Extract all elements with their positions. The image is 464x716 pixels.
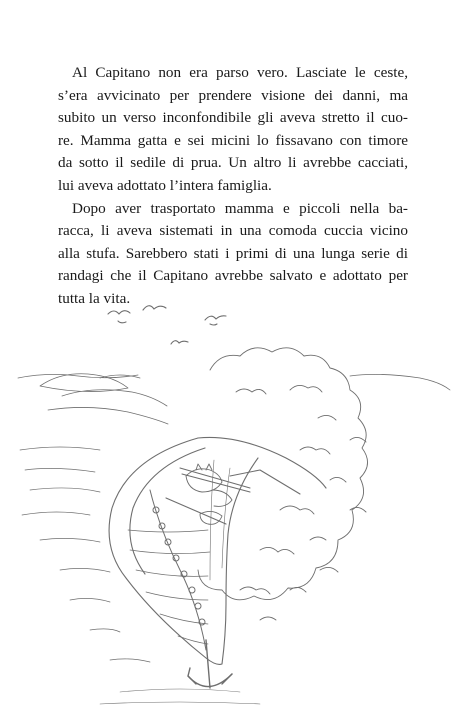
paragraph-2 [58,198,408,311]
seagull-icon [171,341,188,344]
text-line: Al Capitano non era parso vero. Lasciate le ceste, [72,64,408,81]
text-line: tutta la vita. [58,289,131,307]
text-line: racca, li aveva sistemati in una comoda cuccia vicino [58,222,408,240]
text-line: lui aveva adottato l’intera famiglia. [58,176,272,194]
rowboat [109,437,326,664]
text-line: Dopo aver trasportato mamma e piccoli nella ba- [72,199,408,217]
paragraph-1 [58,62,408,198]
grass-strokes [20,447,150,662]
text-line: randagi che il Capitano avrebbe salvato e adottato per [58,267,408,285]
ground [100,689,260,704]
anchor-icon [188,640,232,688]
text-line: subito un verso inconfondibile gli aveva stretto il cuo- [58,109,408,127]
seagull-icon [205,316,226,325]
text-line: re. Mamma gatta e sei micini lo fissavano con timore [58,131,408,149]
seagull-icon [143,306,166,310]
seagull-icon [108,311,130,323]
body-text [58,62,408,311]
text-line: da sotto il sedile di prua. Un altro li avrebbe cacciati, [58,154,408,172]
text-line: s’era avvicinato per prendere visione dei danni, ma [58,86,408,104]
text-line: alla stufa. Sarebbero stati i primi di una lunga serie di [58,244,408,262]
shoreline [18,374,450,424]
boat-illustration [0,300,464,716]
